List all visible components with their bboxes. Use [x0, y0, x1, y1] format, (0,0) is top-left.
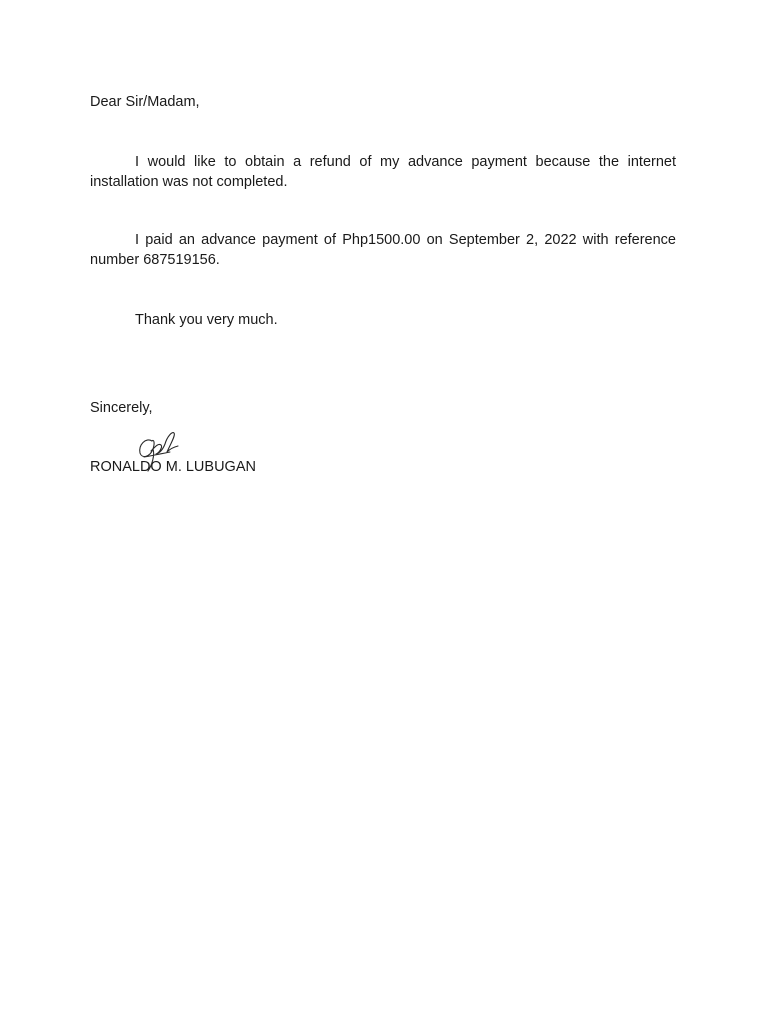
paragraph-thanks: Thank you very much.	[135, 312, 278, 328]
paragraph-payment-details: I paid an advance payment of Php1500.00 on September 2, 2022 with reference number 687519156.	[90, 232, 676, 268]
signature-block	[90, 457, 676, 477]
paragraph-refund-request: I would like to obtain a refund of my advance payment because the internet installation was not completed.	[90, 154, 676, 190]
salutation: Dear Sir/Madam,	[90, 94, 200, 110]
handwritten-signature-icon	[134, 427, 184, 473]
letter-body	[90, 92, 676, 477]
closing: Sincerely,	[90, 400, 153, 416]
signatory-name: RONALDO M. LUBUGAN	[90, 459, 256, 475]
